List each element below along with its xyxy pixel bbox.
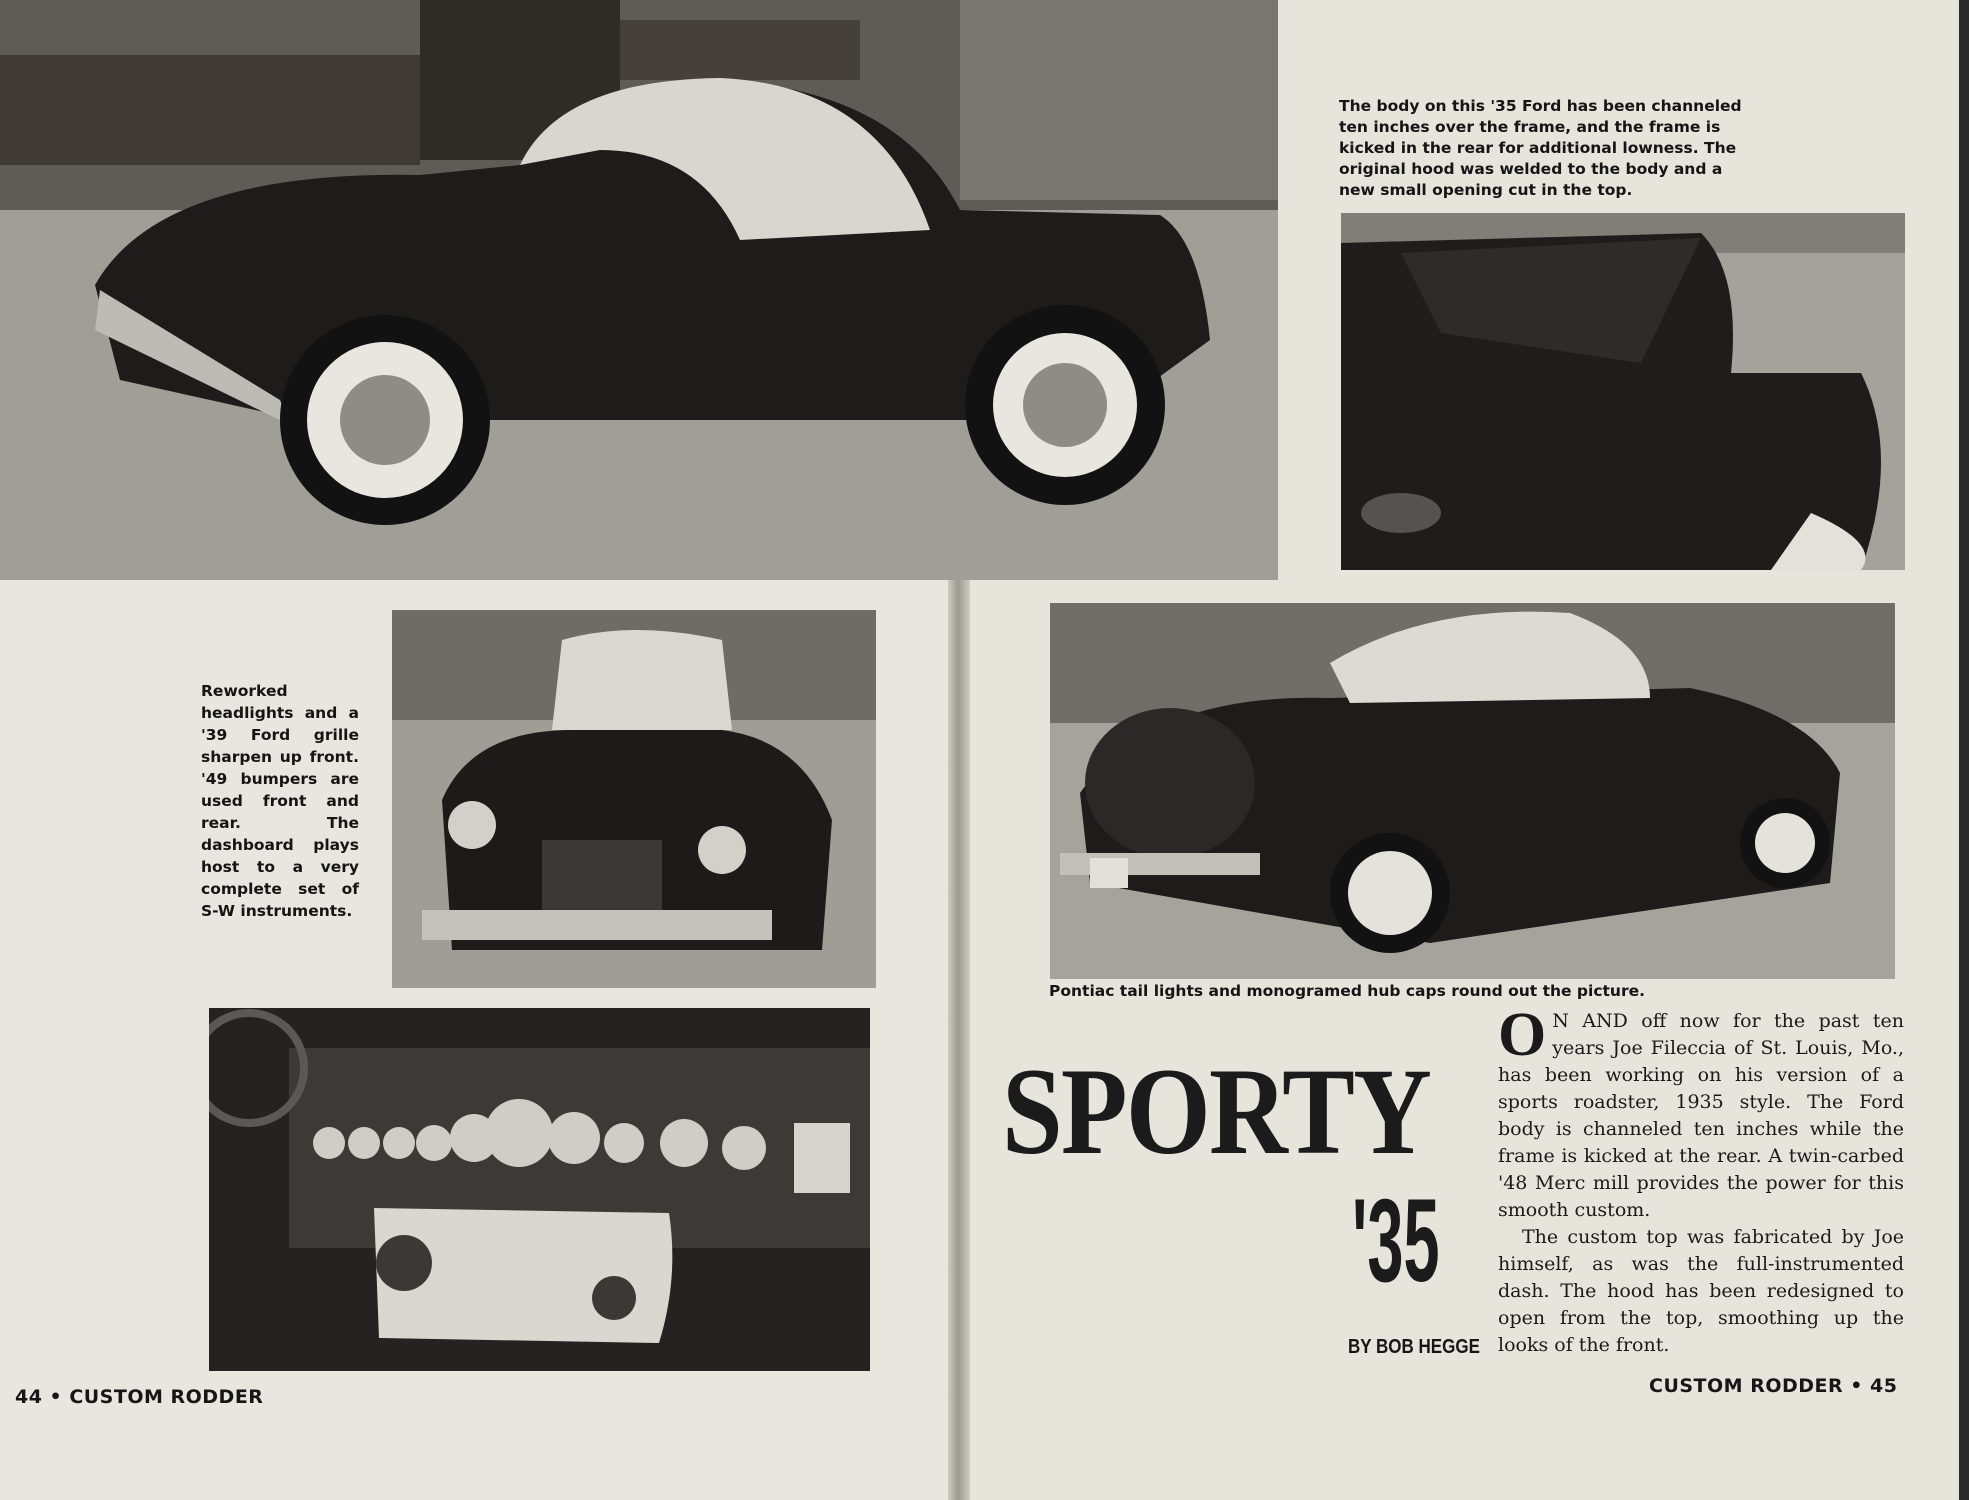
article-paragraph-1: [1498, 1001, 1904, 1224]
caption-body: The body on this '35 Ford has been channeled ten inches over the frame, and the frame is kicked in the rear for additional lowness. The original hood was welded to the body and a new small opening cut in the top.: [1339, 97, 1742, 199]
drop-cap: O: [1498, 1001, 1547, 1069]
photo-rear-view: [1050, 603, 1895, 979]
car-side-illustration: [0, 0, 1278, 580]
article-byline: BY BOB HEGGE: [1348, 1336, 1480, 1358]
caption-tail-lights: Pontiac tail lights and monogramed hub caps round out the picture.: [1049, 982, 1646, 1000]
paragraph-1-text: N AND off now for the past ten years Joe Fileccia of St. Louis, Mo., has been working on his version of a sports roadster, 1935 style. The Ford body is channeled ten inches while the frame is kicked at the rear. A twin-carbed '48 Merc mill provides the power for this smooth custom.: [1498, 1010, 1904, 1221]
photo-hood-closeup: [1341, 213, 1905, 570]
rear-illustration: [1050, 603, 1895, 979]
article-body: [1498, 1001, 1904, 1359]
article-title: SPORTY: [1002, 1043, 1431, 1180]
folio-left: 44 • CUSTOM RODDER: [15, 1386, 264, 1408]
photo-main-side: [0, 0, 1278, 580]
photo-front-view: [392, 610, 876, 988]
article-title-year: '35: [1352, 1175, 1440, 1307]
article-paragraph-2: The custom top was fabricated by Joe himself, as was the full-instrumented dash. The hood has been redesigned to open from the top, smoothing up the looks of the front.: [1498, 1226, 1904, 1356]
caption-headlights: Reworked headlights and a '39 Ford grille sharpen up front. '49 bumpers are used front and rear. The dashboard plays host to a very complete set of S-W instruments.: [201, 682, 359, 920]
photo-dashboard: [209, 1008, 870, 1371]
front-illustration: [392, 610, 876, 988]
hood-illustration: [1341, 213, 1905, 570]
folio-right: CUSTOM RODDER • 45: [1649, 1375, 1898, 1397]
dashboard-illustration: [209, 1008, 870, 1371]
